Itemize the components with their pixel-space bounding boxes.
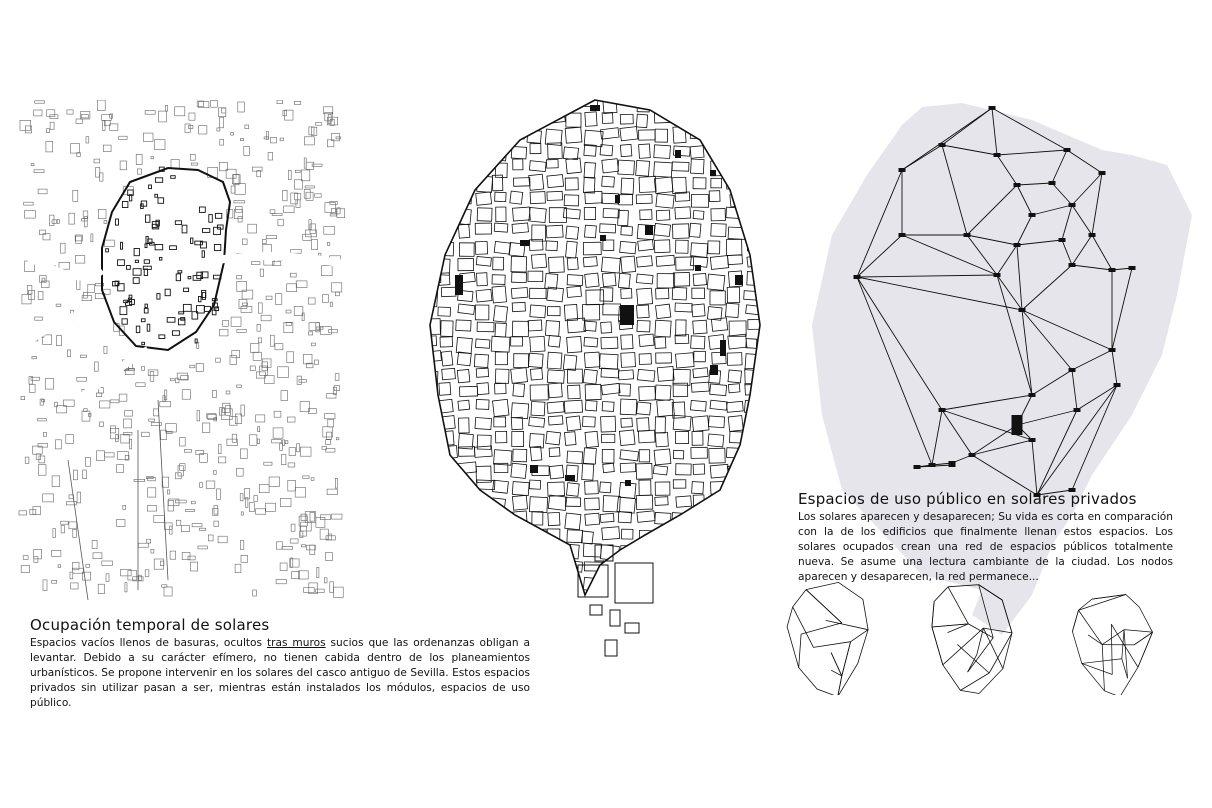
public-space-network-diagram [772, 95, 1202, 695]
historic-center-outline [102, 168, 230, 350]
historic-center-map [420, 95, 765, 670]
network-svg [772, 95, 1202, 695]
network-node [1049, 181, 1056, 185]
network-node [1014, 243, 1021, 247]
network-variant-3 [1072, 595, 1152, 695]
network-node [1069, 368, 1076, 372]
network-node [949, 463, 956, 467]
network-node [1099, 171, 1106, 175]
network-variant-1 [787, 582, 868, 695]
network-node [1129, 266, 1136, 270]
network-node [929, 463, 936, 467]
network-node [989, 106, 996, 110]
network-node [1109, 268, 1116, 272]
network-node [939, 143, 946, 147]
network-node [994, 273, 1001, 277]
network-node [964, 233, 971, 237]
network-node [1074, 408, 1081, 412]
right-section-body: Los solares aparecen y desaparecen; Su vida es corta en comparación con la de los edificios que finalmente llenan estos espacios. Los solares ocupados crean una red de espacios públicos totalmente nueva. Se asume una lectura cambiante de la ciudad. Los nodos aparecen y desaparecen, la red permanece... [798, 511, 1173, 583]
network-node [1064, 148, 1071, 152]
network-node [969, 453, 976, 457]
vacant-lots [455, 105, 743, 486]
left-section-title: Ocupación temporal de solares [30, 616, 270, 634]
network-node [899, 168, 906, 172]
network-node [994, 153, 1001, 157]
network-node [1109, 348, 1116, 352]
network-node [1029, 438, 1036, 442]
city-map-svg [18, 100, 348, 600]
network-node [1029, 213, 1036, 217]
city-block-pattern [19, 100, 345, 597]
historic-center-svg [420, 95, 765, 670]
network-node [939, 408, 946, 412]
network-node [1069, 203, 1076, 207]
network-node [1029, 393, 1036, 397]
network-node [1114, 383, 1121, 387]
network-node [914, 465, 921, 469]
network-node [1019, 308, 1026, 312]
left-body-part-2: sucios que las ordenanzas obligan a levantar. Debido a su carácter efímero, no tienen cabida dentro de los planeamientos urbanísticos. Se propone intervenir en los solares del casco antiguo de Sevilla. Estos espacios privados sin utilizar pasan a ser, mientras están instalados los módulos, espacios de uso público. [30, 637, 530, 709]
network-node [1059, 238, 1066, 242]
rail-line [68, 400, 168, 600]
network-node [854, 275, 861, 279]
tras-muros-link[interactable]: tras muros [266, 637, 326, 649]
network-node [1014, 183, 1021, 187]
right-section-title: Espacios de uso público en solares privados [798, 490, 1137, 508]
left-section-body [30, 636, 530, 711]
city-figure-ground-map [18, 100, 348, 600]
network-node [1012, 415, 1023, 435]
network-node [1089, 233, 1096, 237]
network-node [899, 233, 906, 237]
network-node [1069, 263, 1076, 267]
left-body-part-1: Espacios vacíos llenos de basuras, ocultos [30, 637, 267, 649]
